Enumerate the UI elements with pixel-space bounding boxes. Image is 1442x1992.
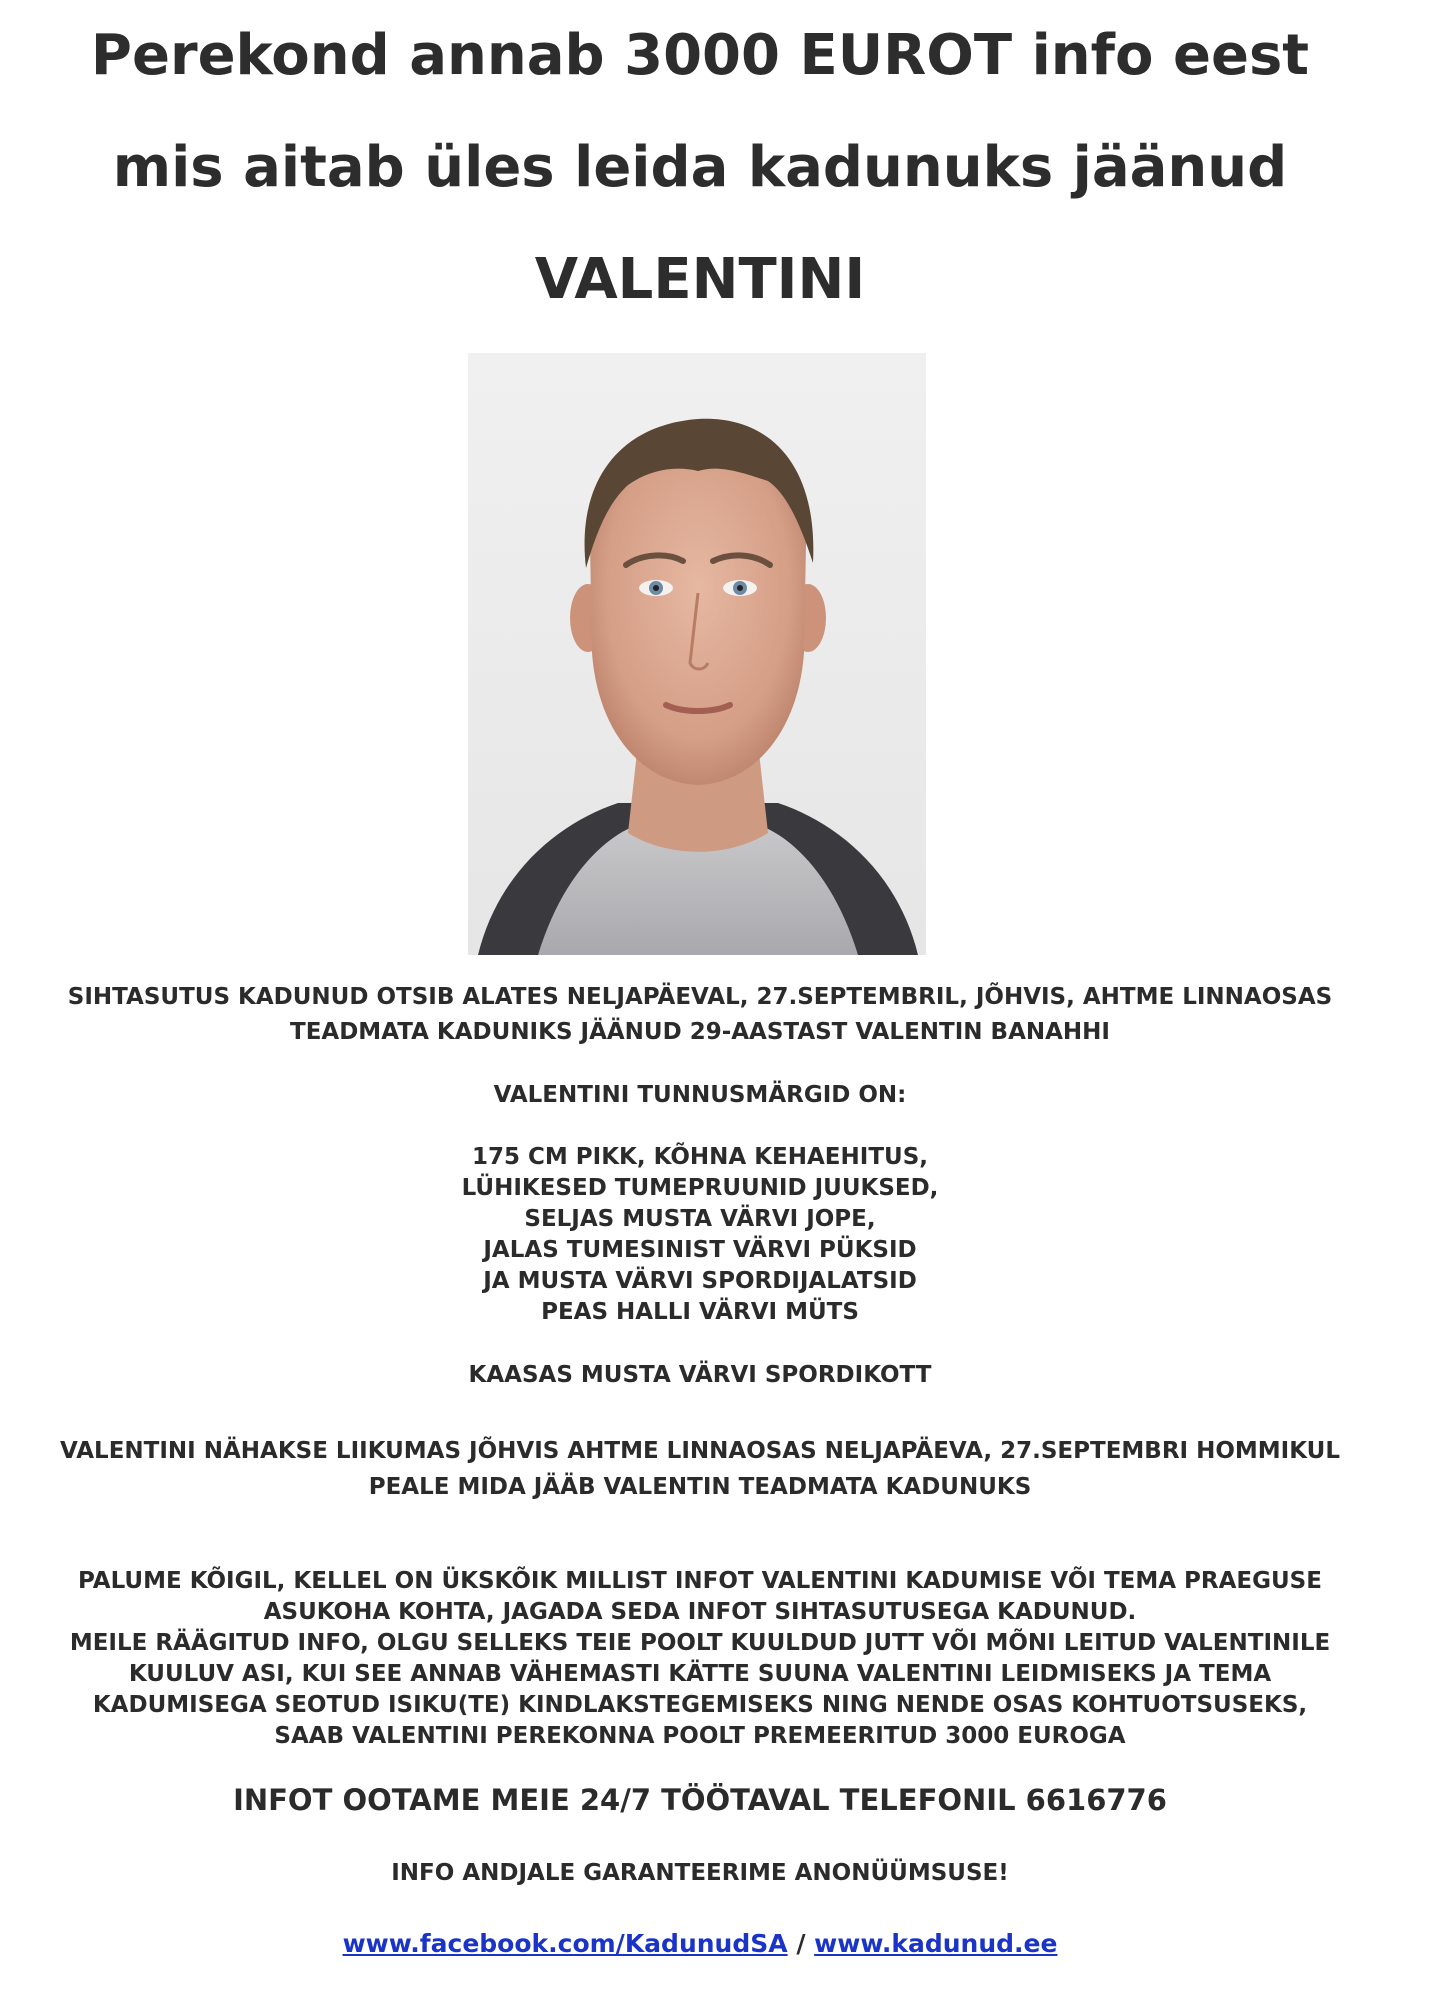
phone-line: INFOT OOTAME MEIE 24/7 TÖÖTAVAL TELEFONIL 6616776 [233, 1783, 1167, 1817]
headline-line-1: Perekond annab 3000 EUROT info eest [90, 23, 1310, 88]
links-line [0, 1928, 1400, 1960]
last-seen-line-1: VALENTINI NÄHAKSE LIIKUMAS JÕHVIS AHTME LINNAOSAS NELJAPÄEVA, 27.SEPTEMBRI HOMMIKUL [60, 1438, 1340, 1464]
intro-line-1: SIHTASUTUS KADUNUD OTSIB ALATES NELJAPÄEVAL, 27.SEPTEMBRIL, JÕHVIS, AHTME LINNAOSAS [67, 984, 1333, 1010]
headline-line-2: mis aitab üles leida kadunuks jäänud [112, 135, 1288, 200]
anonymity-line: INFO ANDJALE GARANTEERIME ANONÜÜMSUSE! [391, 1860, 1009, 1886]
missing-person-photo [468, 353, 926, 955]
appeal-line: ASUKOHA KOHTA, JAGADA SEDA INFOT SIHTASUTUSEGA KADUNUD. [263, 1599, 1137, 1625]
website-link[interactable]: www.kadunud.ee [814, 1929, 1058, 1958]
feature-item: JA MUSTA VÄRVI SPORDIJALATSID [483, 1268, 917, 1294]
headline-name: VALENTINI [534, 247, 866, 312]
appeal-line: KADUMISEGA SEOTUD ISIKU(TE) KINDLAKSTEGEMISEKS NING NENDE OSAS KOHTUOTSUSEKS, [92, 1692, 1308, 1718]
feature-item: JALAS TUMESINIST VÄRVI PÜKSID [483, 1237, 917, 1263]
facebook-link[interactable]: www.facebook.com/KadunudSA [342, 1929, 788, 1958]
features-heading: VALENTINI TUNNUSMÄRGID ON: [493, 1082, 907, 1108]
appeal-line: SAAB VALENTINI PEREKONNA POOLT PREMEERITUD 3000 EUROGA [274, 1723, 1126, 1749]
last-seen-line-2: PEALE MIDA JÄÄB VALENTIN TEADMATA KADUNUKS [368, 1474, 1032, 1500]
feature-item: SELJAS MUSTA VÄRVI JOPE, [524, 1206, 876, 1232]
feature-item: LÜHIKESED TUMEPRUUNID JUUKSED, [461, 1175, 939, 1201]
link-separator: / [787, 1929, 815, 1958]
feature-item: 175 CM PIKK, KÕHNA KEHAEHITUS, [471, 1144, 928, 1170]
appeal-line: PALUME KÕIGIL, KELLEL ON ÜKSKÕIK MILLIST INFOT VALENTINI KADUMISE VÕI TEMA PRAEGUSE [78, 1568, 1322, 1594]
appeal-line: MEILE RÄÄGITUD INFO, OLGU SELLEKS TEIE POOLT KUULDUD JUTT VÕI MÕNI LEITUD VALENTINILE [69, 1630, 1331, 1656]
carrying-line: KAASAS MUSTA VÄRVI SPORDIKOTT [468, 1362, 932, 1388]
feature-item: PEAS HALLI VÄRVI MÜTS [541, 1299, 859, 1325]
intro-line-2: TEADMATA KADUNIKS JÄÄNUD 29-AASTAST VALENTIN BANAHHI [290, 1019, 1110, 1045]
appeal-line: KUULUV ASI, KUI SEE ANNAB VÄHEMASTI KÄTTE SUUNA VALENTINI LEIDMISEKS JA TEMA [128, 1661, 1272, 1687]
